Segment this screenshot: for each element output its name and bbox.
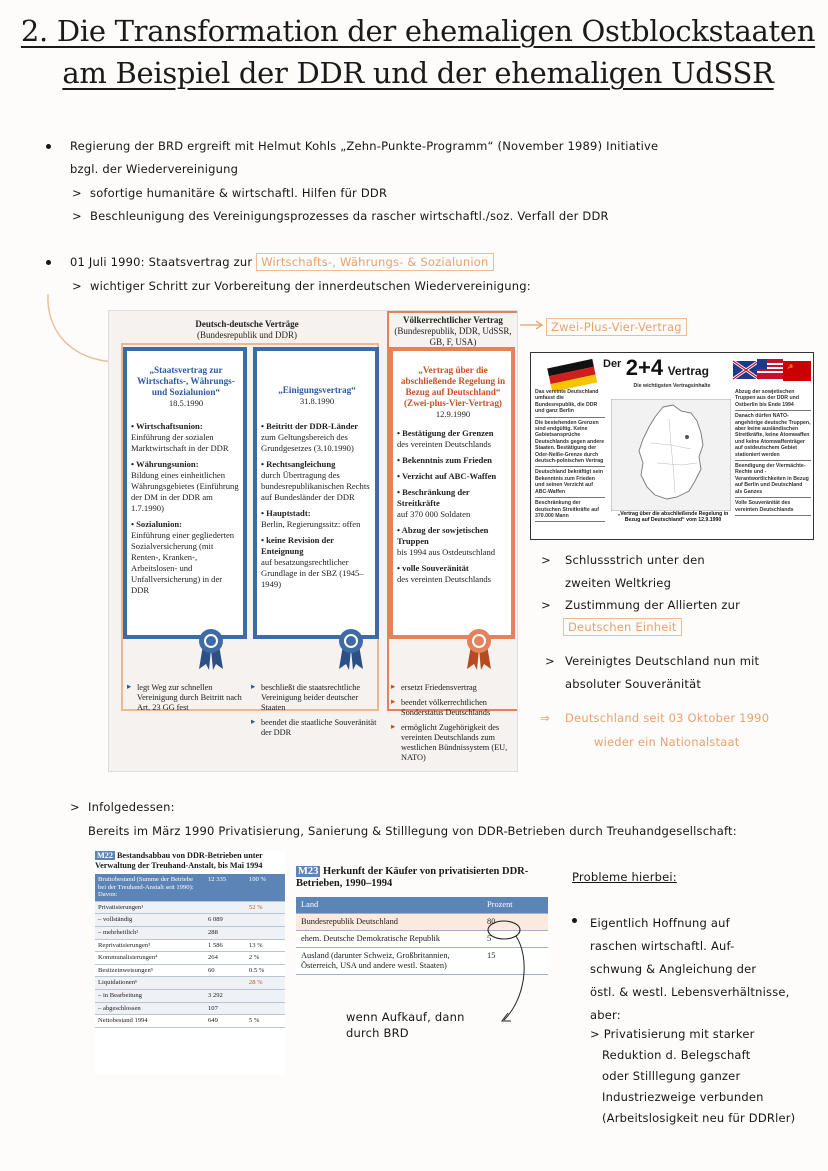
title-line-2: am Beispiel der DDR und der ehemaligen UdSSR bbox=[62, 56, 774, 90]
left-header-title: Deutsch-deutsche Verträge bbox=[195, 319, 299, 329]
col3-date: 12.9.1990 bbox=[435, 409, 471, 419]
col3-item bbox=[397, 471, 509, 482]
m23-cell-prozent: 15 bbox=[482, 948, 548, 975]
col2-item bbox=[261, 535, 373, 590]
medal-icon bbox=[197, 627, 225, 671]
col2-item-head: • Hauptstadt: bbox=[261, 508, 311, 518]
col1-item-head: • Sozialunion: bbox=[131, 519, 183, 529]
note-arrow: > bbox=[541, 598, 551, 612]
probleme-sub-line: > Privatisierung mit starker bbox=[590, 1027, 755, 1041]
note3b: absoluter Souveränität bbox=[565, 677, 702, 691]
m22-cell-percent: 2 % bbox=[246, 952, 285, 965]
page-title bbox=[18, 10, 818, 94]
title-line-1: 2. Die Transformation der ehemaligen Ostblockstaaten bbox=[20, 14, 816, 48]
col2-item bbox=[261, 459, 373, 503]
m22-cell-count: 649 bbox=[205, 1015, 246, 1028]
col1-item-text: Bildung eines einheitlichen Währungsgebietes (Einführung der DM in der DDR am 1.7.1990) bbox=[131, 470, 239, 513]
m22-cell-label: Bruttobestand (Summe der Betriebe bei der Treuhand-Anstalt seit 1990): Davon: bbox=[95, 874, 205, 901]
col2-consequence: ▸ beschließt die staatsrechtliche Vereinigung beider deutscher Staaten bbox=[251, 683, 381, 713]
section3-arrow: > bbox=[70, 800, 80, 814]
probleme-head: Probleme hierbei: bbox=[572, 870, 677, 884]
col3-consequence: ▸ beendet völkerrechtlichen Sonderstatus Deutschlands bbox=[391, 698, 515, 718]
svg-text:☭: ☭ bbox=[787, 363, 794, 371]
m22-cell-count: 3 292 bbox=[205, 989, 246, 1002]
m23-cell-prozent: 5 bbox=[482, 931, 548, 948]
note-arrow: ⇒ bbox=[540, 711, 550, 725]
col1-item bbox=[131, 421, 241, 454]
m22-cell-label: Reprivatisierungen³ bbox=[95, 939, 205, 952]
col3-item-head: • volle Souveränität bbox=[397, 563, 469, 573]
m22-cell-percent bbox=[246, 914, 285, 927]
m22-cell-label: – mehrheitlich² bbox=[95, 926, 205, 939]
col1-consequences bbox=[127, 683, 245, 718]
col2-item bbox=[261, 421, 373, 454]
vertrag-bottom-label: „Vertrag über die abschließende Regelung in Bezug auf Deutschland“ vom 12.9.1990 bbox=[617, 511, 729, 524]
col3-items bbox=[397, 428, 509, 585]
m22-cell-count: 6 089 bbox=[205, 914, 246, 927]
col2-item-head: • keine Revision der Enteignung bbox=[261, 535, 334, 556]
m22-cell-label: Nettobestand 1994 bbox=[95, 1015, 205, 1028]
m23-note1: wenn Aufkauf, dann bbox=[346, 1010, 465, 1024]
treaty-column-2 bbox=[253, 347, 379, 639]
col2-items bbox=[261, 421, 373, 590]
col2-title: „Einigungsvertrag“ bbox=[278, 385, 356, 395]
left-header bbox=[129, 319, 365, 341]
bullet-dot bbox=[46, 260, 51, 265]
section1-arrow: > bbox=[72, 186, 82, 200]
m22-cell-percent bbox=[246, 926, 285, 939]
m22-cell-count: 60 bbox=[205, 964, 246, 977]
probleme-line: raschen wirtschaftl. Auf- bbox=[590, 939, 735, 953]
col3-item bbox=[397, 525, 509, 558]
col3-title: „Vertrag über die abschließende Regelung in Bezug auf Deutschland“ (Zwei-plus-Vier-Vertrag) bbox=[400, 365, 506, 408]
section1-line1: Regierung der BRD ergreift mit Helmut Kohls „Zehn-Punkte-Programm“ (November 1989) Initiative bbox=[70, 139, 659, 153]
col1-consequence: ▸ legt Weg zur schnellen Vereinigung durch Beitritt nach Art. 23 GG fest bbox=[127, 683, 245, 713]
col3-consequence: ▸ ermöglicht Zugehörigkeit des vereinten Deutschlands zum westlichen Bündnissystem (EU, NATO) bbox=[391, 723, 515, 763]
treaty-column-3 bbox=[389, 347, 515, 639]
table-row bbox=[95, 952, 285, 965]
section2-arrow: > bbox=[72, 279, 82, 293]
col3-item-head: • Abzug der sowjetischen Truppen bbox=[397, 525, 489, 546]
vertrag-left-notes bbox=[535, 387, 605, 522]
col1-title: „Staatsvertrag zur Wirtschafts-, Währungs- und Sozialunion“ bbox=[137, 365, 235, 397]
m22-cell-percent: 5 % bbox=[246, 1015, 285, 1028]
m22-cell-count: 12 335 bbox=[205, 874, 246, 901]
note4a: Deutschland seit 03 Oktober 1990 bbox=[565, 711, 770, 725]
annotation-arrow-icon bbox=[480, 918, 540, 1028]
probleme-sub-line: Reduktion d. Belegschaft bbox=[602, 1048, 751, 1062]
note4b: wieder ein Nationalstaat bbox=[594, 735, 740, 749]
left-header-sub: (Bundesrepublik und DDR) bbox=[197, 330, 297, 340]
vertrag-right-note: Beendigung der Viermächte-Rechte und -Verantwortlichkeiten in Bezug auf Berlin und Deutschland als Ganzes bbox=[735, 461, 811, 498]
probleme-line: aber: bbox=[590, 1008, 621, 1022]
col3-item-text: des vereinten Deutschlands bbox=[397, 439, 492, 449]
vertrag-image bbox=[530, 352, 814, 540]
vertrag-right-notes bbox=[735, 387, 811, 516]
col3-item-head: • Verzicht auf ABC-Waffen bbox=[397, 471, 497, 481]
m22-cell-percent bbox=[246, 1002, 285, 1015]
col3-item bbox=[397, 563, 509, 585]
col2-item-head: • Beitritt der DDR-Länder bbox=[261, 421, 359, 431]
m22-cell-label: – in Bearbeitung bbox=[95, 989, 205, 1002]
m22-cell-count bbox=[205, 977, 246, 990]
annotation-24: Zwei-Plus-Vier-Vertrag bbox=[546, 318, 687, 336]
table-row bbox=[95, 939, 285, 952]
table-row bbox=[95, 1002, 285, 1015]
m23-title: Herkunft der Käufer von privatisierten DDR-Betrieben, 1990–1994 bbox=[296, 866, 529, 889]
section1-line2: bzgl. der Wiedervereinigung bbox=[70, 162, 239, 176]
m23-cell-prozent: 80 bbox=[482, 914, 548, 931]
vertrag-left-note: Die bestehenden Grenzen sind endgültig. Keine Gebietsansprüche Deutschlands gegen andere Staaten. Bestätigung der Oder-Neiße-Grenze durch deutsch-polnischen Vertrag bbox=[535, 418, 605, 468]
col3-item bbox=[397, 455, 509, 466]
probleme-lines bbox=[590, 912, 820, 1027]
m22-cell-label: Liquidationen⁶ bbox=[95, 977, 205, 990]
bullet-dot bbox=[572, 918, 577, 923]
probleme-line: östl. & westl. Lebensverhältnisse, bbox=[590, 985, 790, 999]
col3-item-text: auf 370 000 Soldaten bbox=[397, 509, 471, 519]
col2-item-text: durch Übertragung des bundesrepublikanischen Rechts auf Bundesländer der DDR bbox=[261, 470, 370, 502]
treaty-infographic bbox=[108, 310, 518, 772]
section2-highlight: Wirtschafts-, Währungs- & Sozialunion bbox=[256, 253, 493, 271]
vertrag-left-note: Deutschland bekräftigt sein Bekenntnis zum Frieden und seinen Verzicht auf ABC-Waffen bbox=[535, 467, 605, 498]
treaty-column-1 bbox=[123, 347, 247, 639]
m23-head-land: Land bbox=[296, 897, 482, 914]
m22-cell-percent: 13 % bbox=[246, 939, 285, 952]
m23-cell-land: Ausland (darunter Schweiz, Großbritannien, Österreich, USA und andere westl. Staaten) bbox=[296, 948, 482, 975]
col1-date: 18.5.1990 bbox=[168, 398, 204, 408]
section3-head: Infolgedessen: bbox=[88, 800, 175, 814]
probleme-sub-line: Industriezweige verbunden bbox=[602, 1090, 764, 1104]
vertrag-right-note: Volle Souveränität des vereinten Deutschlands bbox=[735, 498, 811, 516]
m22-cell-label: Besitzeinweisungen⁵ bbox=[95, 964, 205, 977]
m23-note2: durch BRD bbox=[346, 1026, 409, 1040]
col2-item bbox=[261, 508, 373, 530]
germany-map-icon bbox=[611, 399, 731, 511]
medal-icon bbox=[465, 627, 493, 671]
m23-cell-land: ehem. Deutsche Demokratische Republik bbox=[296, 931, 482, 948]
m23-head-prozent: Prozent bbox=[482, 897, 548, 914]
vertrag-right-note: Danach dürfen NATO-angehörige deutsche Truppen, aber keine ausländischen Streitkräfte, keine Atomwaffen und keine Atomwaffenträger auf ostdeutschem Gebiet stationiert werden bbox=[735, 411, 811, 461]
col3-consequence: ▸ ersetzt Friedensvertrag bbox=[391, 683, 515, 693]
m22-cell-label: Kommunalisierungen⁴ bbox=[95, 952, 205, 965]
col3-item bbox=[397, 428, 509, 450]
col1-item-head: • Wirtschaftsunion: bbox=[131, 421, 203, 431]
note2b: Deutschen Einheit bbox=[563, 618, 682, 636]
section2-prefix: 01 Juli 1990: Staatsvertrag zur bbox=[70, 255, 253, 269]
col2-consequences bbox=[251, 683, 381, 743]
col3-item-text: bis 1994 aus Ostdeutschland bbox=[397, 547, 496, 557]
table-row bbox=[95, 926, 285, 939]
section3-line: Bereits im März 1990 Privatisierung, Sanierung & Stilllegung von DDR-Betrieben durch Treuhandgesellschaft: bbox=[88, 824, 737, 838]
probleme-sub-line: (Arbeitslosigkeit neu für DDRler) bbox=[602, 1111, 796, 1125]
m22-cell-percent: 100 % bbox=[246, 874, 285, 901]
col1-items bbox=[131, 421, 241, 596]
section1-arrow: > bbox=[72, 209, 82, 223]
right-header-title: Völkerrechtlicher Vertrag bbox=[403, 315, 503, 325]
note3a: Vereinigtes Deutschland nun mit bbox=[565, 654, 760, 668]
m22-cell-percent bbox=[246, 989, 285, 1002]
m22-cell-label: – vollständig bbox=[95, 914, 205, 927]
m22-cell-percent: 28 % bbox=[246, 977, 285, 990]
arrow-icon bbox=[518, 318, 548, 332]
m23-cell-land: Bundesrepublik Deutschland bbox=[296, 914, 482, 931]
table-row bbox=[95, 1015, 285, 1028]
note1a: Schlussstrich unter den bbox=[565, 553, 705, 567]
probleme-sub bbox=[590, 1024, 820, 1129]
probleme-line: Eigentlich Hoffnung auf bbox=[590, 916, 730, 930]
col3-item bbox=[397, 487, 509, 520]
col2-item-text: auf besatzungsrechtlicher Grundlage in der SBZ (1945–1949) bbox=[261, 557, 364, 589]
col1-item-head: • Währungsunion: bbox=[131, 459, 199, 469]
col3-item-head: • Bestätigung der Grenzen bbox=[397, 428, 494, 438]
note-arrow: > bbox=[541, 553, 551, 567]
m23-label: M23 bbox=[298, 866, 319, 877]
vertrag-left-note: Beschränkung der deutschen Streitkräfte auf 370.000 Mann bbox=[535, 498, 605, 522]
col2-item-head: • Rechtsangleichung bbox=[261, 459, 336, 469]
table-row bbox=[95, 989, 285, 1002]
col1-item bbox=[131, 459, 241, 514]
m22-label: M22 bbox=[97, 851, 113, 860]
col2-item-text: Berlin, Regierungssitz: offen bbox=[261, 519, 361, 529]
note1b: zweiten Weltkrieg bbox=[565, 576, 672, 590]
m22-cell-count: 1 586 bbox=[205, 939, 246, 952]
probleme-line: schwung & Angleichung der bbox=[590, 962, 757, 976]
table-row bbox=[95, 901, 285, 914]
table-header-row bbox=[296, 897, 548, 914]
note2a: Zustimmung der Allierten zur bbox=[565, 598, 740, 612]
table-row bbox=[95, 964, 285, 977]
section2-sub1: wichtiger Schritt zur Vorbereitung der innerdeutschen Wiedervereinigung: bbox=[90, 279, 531, 293]
m22-cell-percent: 0.5 % bbox=[246, 964, 285, 977]
section1-sub1: sofortige humanitäre & wirtschaftl. Hilfen für DDR bbox=[90, 186, 388, 200]
vertrag-right-note: Abzug der sowjetischen Truppen aus der DDR und Ostberlin bis Ende 1994 bbox=[735, 387, 811, 411]
col1-item-text: Einführung der sozialen Marktwirtschaft in der DDR bbox=[131, 432, 229, 453]
flag-icon bbox=[545, 357, 603, 391]
col1-item-text: Einführung einer gegliederten Sozialversicherung (mit Renten-, Kranken-, Arbeitslosen- und Unfallversicherung) in der DDR bbox=[131, 530, 235, 595]
medal-icon bbox=[337, 627, 365, 671]
m22-cell-percent: 52 % bbox=[246, 901, 285, 914]
col3-item-head: • Bekenntnis zum Frieden bbox=[397, 455, 492, 465]
bullet-dot bbox=[46, 144, 51, 149]
col3-item-text: des vereinten Deutschlands bbox=[397, 574, 492, 584]
vertrag-subtitle: Die wichtigsten Vertragsinhalte bbox=[633, 383, 711, 389]
vertrag-title-main: 2+4 bbox=[625, 355, 664, 380]
col3-item-head: • Beschränkung der Streitkräfte bbox=[397, 487, 470, 508]
vertrag-title bbox=[603, 355, 739, 381]
vertrag-title-prefix: Der bbox=[603, 358, 622, 370]
table-m22 bbox=[95, 851, 285, 1075]
m22-cell-count: 288 bbox=[205, 926, 246, 939]
section2-line1 bbox=[70, 255, 494, 269]
col2-consequence: ▸ beendet die staatliche Souveränität der DDR bbox=[251, 718, 381, 738]
col1-item bbox=[131, 519, 241, 596]
col2-date: 31.8.1990 bbox=[299, 396, 335, 406]
m22-cell-count: 264 bbox=[205, 952, 246, 965]
m22-cell-count: 107 bbox=[205, 1002, 246, 1015]
vertrag-left-note: Das vereinte Deutschland umfasst die Bundesrepublik, die DDR und ganz Berlin bbox=[535, 387, 605, 418]
note-arrow: > bbox=[545, 654, 555, 668]
m22-table-body bbox=[95, 874, 285, 1028]
right-header-sub: (Bundesrepublik, DDR, UdSSR, GB, F, USA) bbox=[394, 326, 512, 347]
m22-cell-count bbox=[205, 901, 246, 914]
m22-title: Bestandsabbau von DDR-Betrieben unter Verwaltung der Treuhand-Anstalt, bis Mai 1994 bbox=[95, 851, 263, 870]
col2-item-text: zum Geltungsbereich des Grundgesetzes (3.10.1990) bbox=[261, 432, 354, 453]
m22-cell-label: – abgeschlossen bbox=[95, 1002, 205, 1015]
table-row bbox=[95, 977, 285, 990]
col3-consequences bbox=[391, 683, 515, 768]
m23-caption bbox=[296, 866, 560, 890]
table-row bbox=[95, 874, 285, 901]
m22-cell-label: Privatisierungen¹ bbox=[95, 901, 205, 914]
flags-allies-icon bbox=[731, 355, 813, 389]
vertrag-title-suffix: Vertrag bbox=[667, 364, 709, 378]
probleme-sub-line: oder Stilllegung ganzer bbox=[602, 1069, 741, 1083]
section1-sub2: Beschleunigung des Vereinigungsprozesses da rascher wirtschaftl./soz. Verfall der DDR bbox=[90, 209, 609, 223]
table-row bbox=[95, 914, 285, 927]
m22-caption bbox=[95, 851, 285, 870]
